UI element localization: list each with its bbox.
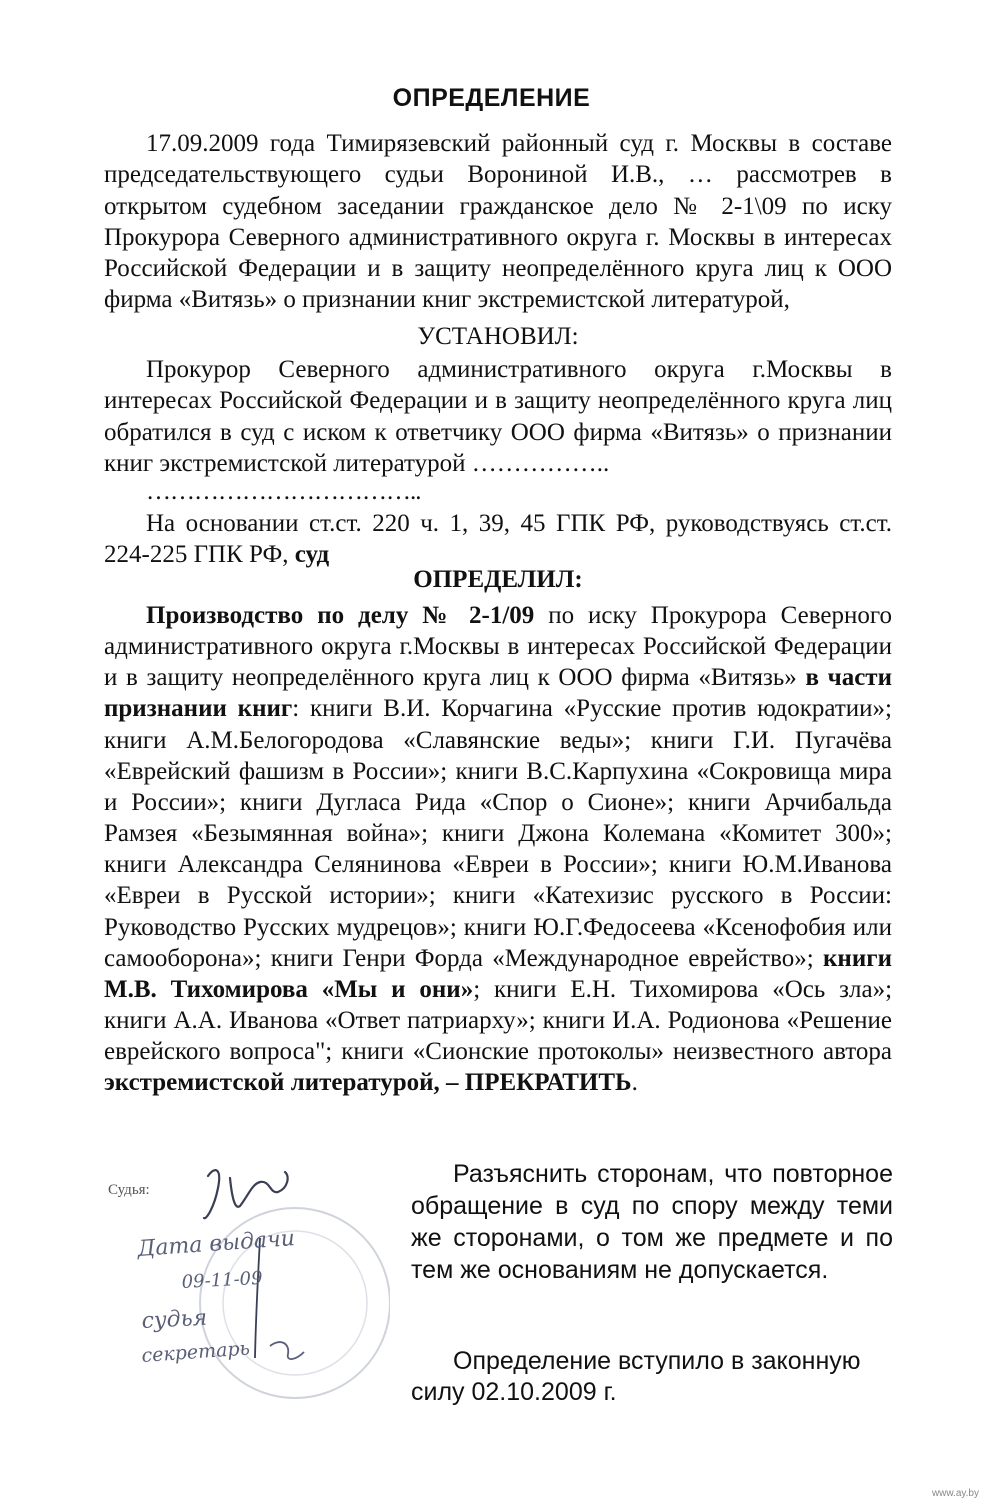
basis-bold: суд xyxy=(294,541,330,569)
basis-text xyxy=(104,508,892,571)
handwriting-line2: 09-11-09 xyxy=(181,1267,264,1293)
decision-bold-1: Производство по делу № 2-1/09 xyxy=(146,602,535,629)
effective-paragraph xyxy=(411,1346,893,1408)
decision-bold-4: экстремистской литературой, – ПРЕКРАТИТЬ xyxy=(104,1069,632,1097)
basis-plain: На основании ст.ст. 220 ч. 1, 39, 45 ГПК РФ, руководствуясь ст.ст. 224-225 ГПК РФ, xyxy=(104,510,892,569)
decision-text-4: . xyxy=(631,1069,638,1097)
document-title: ОПРЕДЕЛЕНИЕ xyxy=(392,84,591,112)
ustanovil-text: Прокурор Северного административного округа г.Москвы в интересах Российской Федерации и в защиту неопределённого круга лиц обратился в суд с иском к ответчику ООО фирма «Витязь» о признании книг экстремистской литературой …………….. xyxy=(104,356,892,477)
dots-line: …………………………….. xyxy=(146,478,421,505)
intro-text: 17.09.2009 года Тимирязевский районный суд г. Москвы в составе председательствующего судьи Ворониной И.В., … рассмотрев в открытом судебном заседании гражданское дело № 2-1\09 по иску Прокурора Северного административного округа г. Москвы в интересах Российской Федерации и в защиту неопределённого круга лиц к ООО фирма «Витязь» о признании книг экстремистской литературой, xyxy=(104,130,892,314)
decision-bold-3: книги М.В. Тихомирова «Мы и они» xyxy=(104,944,892,1003)
handwriting-line1: Дата выдачи xyxy=(136,1226,296,1262)
basis-paragraph xyxy=(104,508,892,571)
handwriting-line3: судья xyxy=(141,1305,208,1334)
signature-stamp-area xyxy=(120,1148,390,1408)
judge-label: Судья: xyxy=(108,1182,150,1198)
ustanovil-heading: УСТАНОВИЛ: xyxy=(417,323,579,350)
decision-text-1: по иску Прокурора Северного административного округа г.Москвы в интересах Российской Федерации и в защиту неопределённого круга лиц к ООО фирма «Витязь» xyxy=(104,602,892,692)
intro-paragraph xyxy=(104,128,892,316)
explanation-text: Разъяснить сторонам, что повторное обращение в суд по спору между теми же сторонами, о том же предмете и по тем же основаниям не допускается. xyxy=(411,1160,893,1284)
decision-bold-2: в части признании книг xyxy=(104,664,892,723)
decision-paragraph xyxy=(104,600,892,1099)
effective-text: Определение вступило в законную силу 02.10.2009 г. xyxy=(411,1347,861,1406)
explanation-paragraph xyxy=(411,1158,893,1286)
handwriting-line4: секретарь xyxy=(140,1337,251,1367)
decision-text-2: : книги В.И. Корчагина «Русские против юдократии»; книги А.М.Белогородова «Славянские веды»; книги Г.И. Пугачёва «Еврейский фашизм в России»; книги В.С.Карпухина «Сокровища мира и России»; книги Дугласа Рида «Спор о Сионе»; книги Арчибальда Рамзея «Безымянная война»; книги Джона Колемана «Комитет 300»; книги Александра Селянинова «Евреи в России»; книги Ю.М.Иванова «Евреи в Русской истории»; книги «Катехизис русского в России: Руководство Русских мудрецов»; книги Ю.Г.Федосеева «Ксенофобия или самооборона»; книги Генри Форда «Международное еврейство»; xyxy=(104,695,892,972)
decision-text-3: ; книги Е.Н. Тихомирова «Ось зла»; книги А.А. Иванова «Ответ патриарху»; книги И.А. Родионова «Решение еврейского вопроса"; книги «Сионские протоколы» неизвестного автора xyxy=(104,975,893,1066)
decision-text xyxy=(104,600,892,1099)
ustanovil-paragraph xyxy=(104,354,892,479)
opredelil-heading: ОПРЕДЕЛИЛ: xyxy=(413,566,583,593)
watermark: www.ay.by xyxy=(931,1488,979,1499)
